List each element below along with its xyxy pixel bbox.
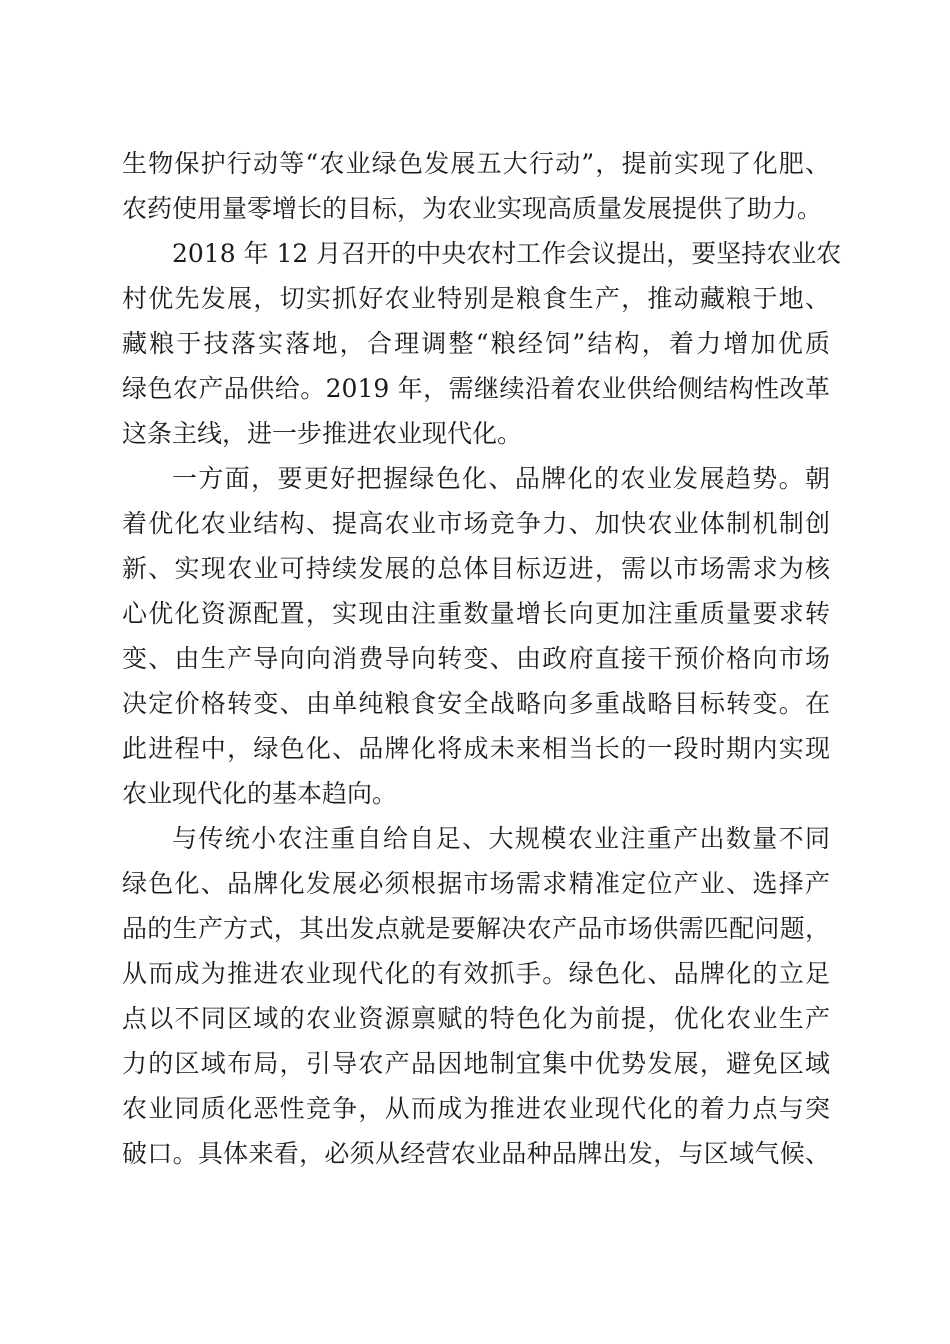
text-line: 决定价格转变、由单纯粮食安全战略向多重战略目标转变。在 xyxy=(122,689,830,718)
text-line: 藏粮于技落实落地，合理调整“粮经饲”结构，着力增加优质 xyxy=(122,329,830,358)
text-line: 力的区域布局，引导农产品因地制宜集中优势发展，避免区域 xyxy=(122,1049,830,1078)
text-line: 村优先发展，切实抓好农业特别是粮食生产，推动藏粮于地、 xyxy=(122,284,830,313)
text-line: 农药使用量零增长的目标，为农业实现高质量发展提供了助力。 xyxy=(122,194,823,223)
text-line: 生物保护行动等“农业绿色发展五大行动”，提前实现了化肥、 xyxy=(122,149,830,178)
text-line: 绿色农产品供给。2019 年，需继续沿着农业供给侧结构性改革 xyxy=(122,374,830,403)
text-line: 品的生产方式，其出发点就是要解决农产品市场供需匹配问题， xyxy=(122,914,830,943)
text-line: 着优化农业结构、提高农业市场竞争力、加快农业体制机制创 xyxy=(122,509,830,538)
text-line: 农业现代化的基本趋向。 xyxy=(122,779,398,808)
text-line: 从而成为推进农业现代化的有效抓手。绿色化、品牌化的立足 xyxy=(122,959,830,988)
paragraph-first-line: 2018 年 12 月召开的中央农村工作会议提出，要坚持农业农 xyxy=(172,239,842,268)
text-line: 这条主线，进一步推进农业现代化。 xyxy=(122,419,523,448)
paragraph-first-line: 与传统小农注重自给自足、大规模农业注重产出数量不同 xyxy=(172,824,830,853)
text-line: 新、实现农业可持续发展的总体目标迈进，需以市场需求为核 xyxy=(122,554,830,583)
text-line: 此进程中，绿色化、品牌化将成未来相当长的一段时期内实现 xyxy=(122,734,830,763)
paragraph-first-line: 一方面，要更好把握绿色化、品牌化的农业发展趋势。朝 xyxy=(172,464,830,493)
text-line: 农业同质化恶性竞争，从而成为推进农业现代化的着力点与突 xyxy=(122,1094,830,1123)
text-line: 心优化资源配置，实现由注重数量增长向更加注重质量要求转 xyxy=(122,599,830,628)
text-line: 绿色化、品牌化发展必须根据市场需求精准定位产业、选择产 xyxy=(122,869,830,898)
text-line: 破口。具体来看，必须从经营农业品种品牌出发，与区域气候、 xyxy=(122,1139,830,1168)
text-line: 点以不同区域的农业资源禀赋的特色化为前提，优化农业生产 xyxy=(122,1004,830,1033)
text-line: 变、由生产导向向消费导向转变、由政府直接干预价格向市场 xyxy=(122,644,830,673)
